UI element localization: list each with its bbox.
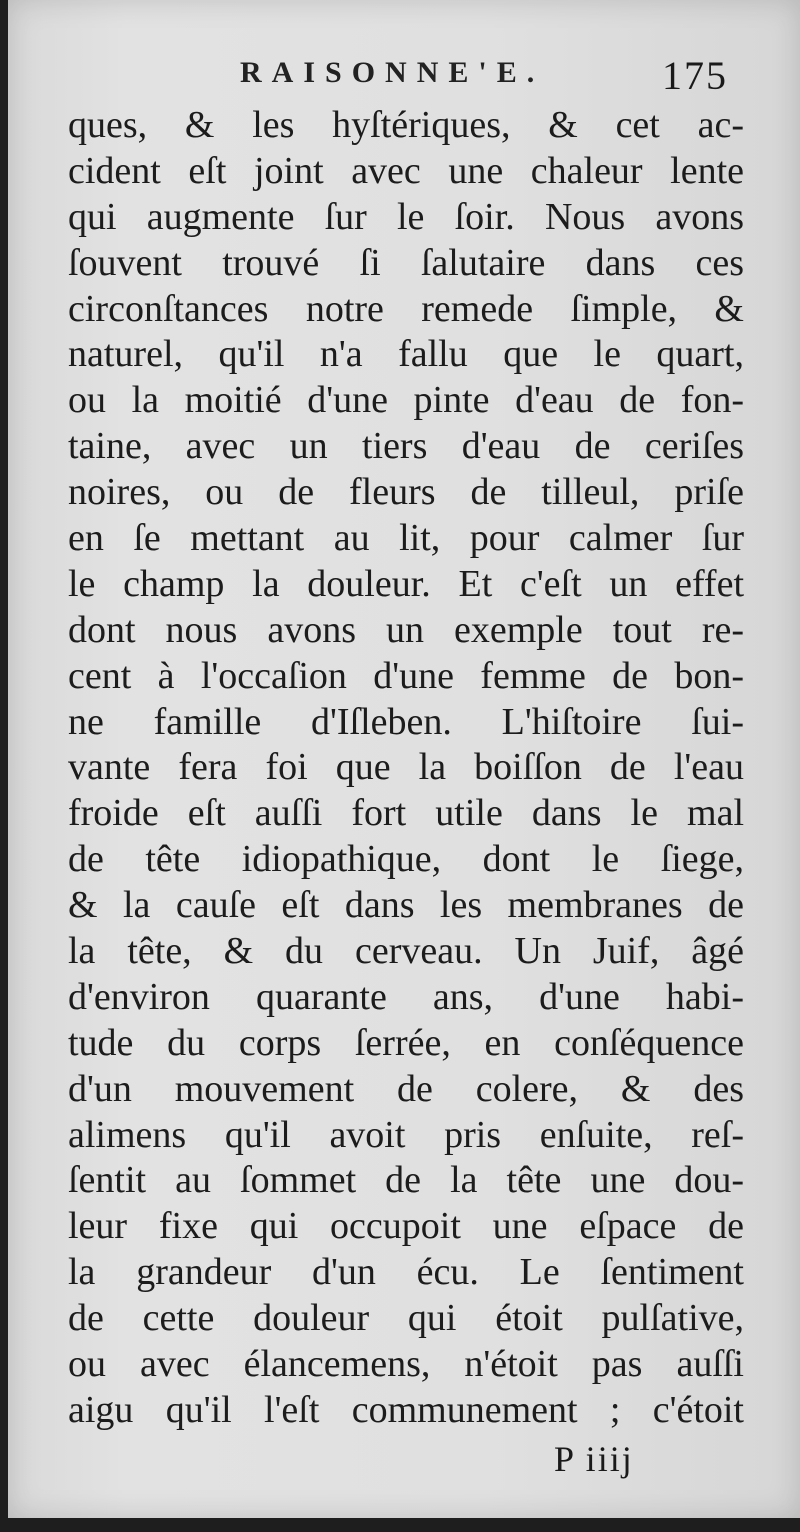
text-line: ques, & les hyſtériques, & cet ac- (68, 104, 744, 146)
text-line: vante fera foi que la boiſſon de l'eau (68, 746, 744, 789)
text-line: noires, ou de fleurs de tilleul, priſe (68, 471, 744, 514)
text-line: ou la moitié d'une pinte d'eau de fon- (68, 379, 744, 422)
text-line: qui augmente ſur le ſoir. Nous avons (68, 195, 744, 238)
text-line: circonſtances notre remede ſimple, & (68, 287, 744, 330)
text-line: cent à l'occaſion d'une femme de bon- (68, 654, 744, 697)
text-line: leur fixe qui occupoit une eſpace de (68, 1205, 744, 1248)
text-line: ou avec élancemens, n'étoit pas auſſi (68, 1343, 744, 1386)
text-line: ſentit au ſommet de la tête une dou- (68, 1159, 744, 1202)
text-line: naturel, qu'il n'a fallu que le quart, (68, 333, 744, 376)
text-line: dont nous avons un exemple tout re- (68, 608, 744, 651)
running-head: RAISONNE'E. (240, 56, 545, 89)
body-text (68, 103, 744, 1434)
signature-mark: P iiij (554, 1439, 634, 1479)
text-line: tude du corps ſerrée, en conſéquence (68, 1021, 744, 1064)
text-line: ſouvent trouvé ſi ſalutaire dans ces (68, 241, 744, 284)
text-line: ne famille d'Iſleben. L'hiſtoire ſui- (68, 700, 744, 743)
text-line: d'un mouvement de colere, & des (68, 1067, 744, 1110)
text-line: la grandeur d'un écu. Le ſentiment (68, 1251, 744, 1294)
text-line: alimens qu'il avoit pris enſuite, reſ- (68, 1113, 744, 1156)
text-line: froide eſt auſſi fort utile dans le mal (68, 792, 744, 835)
text-line: le champ la douleur. Et c'eſt un effet (68, 562, 744, 605)
text-line: en ſe mettant au lit, pour calmer ſur (68, 517, 744, 560)
book-page (8, 0, 800, 1518)
page-number: 175 (662, 53, 728, 98)
text-line: cident eſt joint avec une chaleur lente (68, 149, 744, 192)
text-line: de tête idiopathique, dont le ſiege, (68, 838, 744, 881)
text-line: taine, avec un tiers d'eau de ceriſes (68, 425, 744, 468)
text-line: de cette douleur qui étoit pulſative, (68, 1297, 744, 1340)
text-line: la tête, & du cerveau. Un Juif, âgé (68, 930, 744, 973)
text-line: d'environ quarante ans, d'une habi- (68, 975, 744, 1018)
text-line: aigu qu'il l'eſt communement ; c'étoit (68, 1388, 744, 1431)
page-header (8, 52, 800, 102)
text-line: & la cauſe eſt dans les membranes de (68, 884, 744, 927)
